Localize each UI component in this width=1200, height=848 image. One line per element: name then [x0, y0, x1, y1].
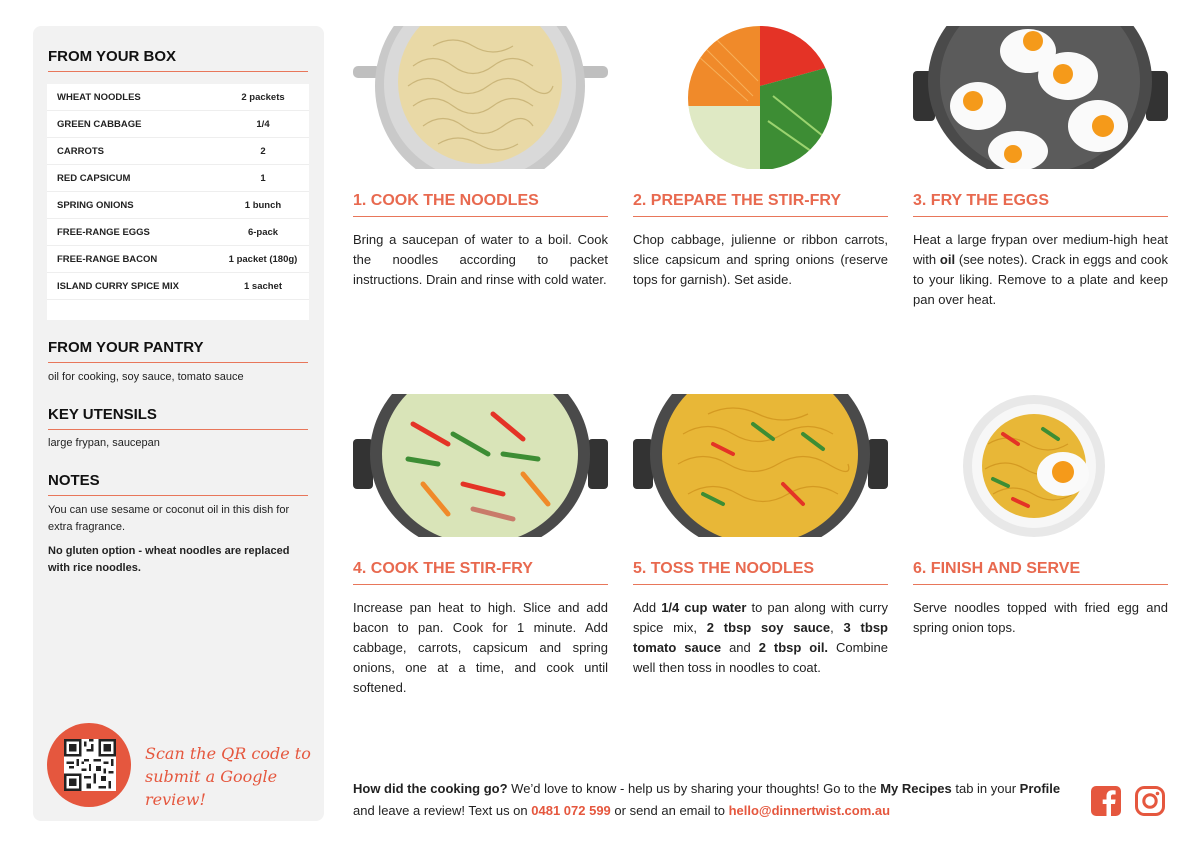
- ingredient-row: SPRING ONIONS 1 bunch: [47, 192, 309, 219]
- step-2-title: 2. PREPARE THE STIR-FRY: [633, 192, 888, 217]
- ingredients-sidebar: [33, 26, 324, 821]
- stir-fry-photo: [353, 394, 608, 537]
- step-5-text: Add 1/4 cup water to pan along with curry spice mix, 2 tbsp soy sauce, 3 tbsp tomato sauce and 2 tbsp oil. Combine well then toss in noodles to coat.: [633, 600, 889, 675]
- utensils-text: large frypan, saucepan: [48, 437, 160, 449]
- fried-eggs-photo: [913, 26, 1168, 169]
- qr-badge: [47, 723, 131, 807]
- from-your-box-title: FROM YOUR BOX: [48, 48, 308, 72]
- step-1-title: 1. COOK THE NOODLES: [353, 192, 608, 217]
- tossed-noodles-photo: [633, 394, 888, 537]
- notes-gluten-text: No gluten option - wheat noodles are replaced with rice noodles.: [48, 545, 290, 574]
- notes-title: NOTES: [48, 472, 308, 496]
- key-utensils-title: KEY UTENSILS: [48, 406, 308, 430]
- ingredient-row: CARROTS 2: [47, 138, 309, 165]
- step-1-text: Bring a saucepan of water to a boil. Cook the noodles according to packet instructions. Drain and rinse with cold water.: [353, 232, 608, 287]
- facebook-icon[interactable]: [1090, 785, 1122, 817]
- step-3-text: Heat a large frypan over medium-high heat with oil (see notes). Crack in eggs and cook to your liking. Remove to a plate and keep pan over heat.: [913, 232, 1168, 307]
- review-footer: How did the cooking go? We’d love to know - help us by sharing your thoughts! Go to the My Recipes tab in your Profile and leave a review! Text us on 0481 072 599 or send an email to hello@dinnertwist.com.au: [353, 781, 1061, 818]
- ingredient-row: WHEAT NOODLES 2 packets: [47, 84, 309, 111]
- ingredient-row: ISLAND CURRY SPICE MIX 1 sachet: [47, 273, 309, 300]
- from-your-pantry-title: FROM YOUR PANTRY: [48, 339, 308, 363]
- box-ingredients-table: [47, 84, 309, 320]
- ingredient-row: FREE-RANGE EGGS 6-pack: [47, 219, 309, 246]
- qr-caption: Scan the QR code to submit a Google review!: [145, 744, 311, 809]
- step-6-title: 6. FINISH AND SERVE: [913, 560, 1168, 585]
- plated-noodles-photo: [913, 394, 1168, 537]
- step-5-title: 5. TOSS THE NOODLES: [633, 560, 888, 585]
- step-6-text: Serve noodles topped with fried egg and spring onion tops.: [913, 600, 1168, 635]
- step-4-text: Increase pan heat to high. Slice and add bacon to pan. Cook for 1 minute. Add cabbage, carrots, capsicum and spring onions, one at a time, and cook until softened.: [353, 600, 608, 695]
- ingredient-row: GREEN CABBAGE 1/4: [47, 111, 309, 138]
- step-2-text: Chop cabbage, julienne or ribbon carrots, slice capsicum and spring onions (reserve tops for garnish). Set aside.: [633, 232, 888, 287]
- noodles-colander-photo: [353, 26, 608, 169]
- instagram-icon[interactable]: [1134, 785, 1166, 817]
- chopped-vegetables-photo: [633, 26, 888, 169]
- step-4-title: 4. COOK THE STIR-FRY: [353, 560, 608, 585]
- ingredient-row: RED CAPSICUM 1: [47, 165, 309, 192]
- step-3-title: 3. FRY THE EGGS: [913, 192, 1168, 217]
- email-link[interactable]: hello@dinnertwist.com.au: [728, 803, 891, 818]
- notes-text: You can use sesame or coconut oil in this dish for extra fragrance.: [48, 504, 290, 533]
- qr-code[interactable]: [64, 739, 116, 791]
- ingredient-row: FREE-RANGE BACON 1 packet (180g): [47, 246, 309, 273]
- pantry-text: oil for cooking, soy sauce, tomato sauce: [48, 371, 244, 383]
- phone-link[interactable]: 0481 072 599: [531, 803, 611, 818]
